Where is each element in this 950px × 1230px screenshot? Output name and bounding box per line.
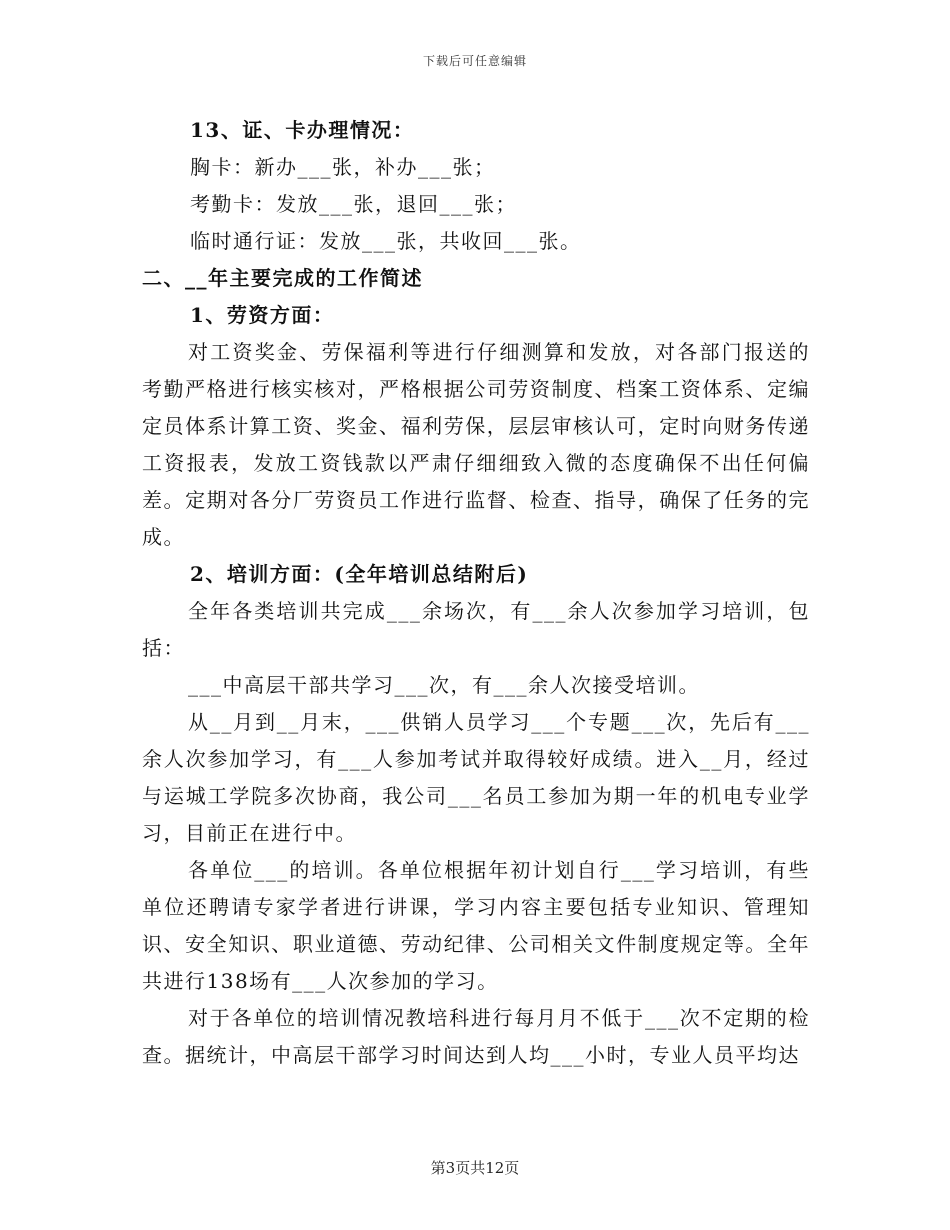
training-paragraph-5: 对于各单位的培训情况教培科进行每月月不低于___次不定期的检查。据统计，中高层干部学习时间达到人均___小时，专业人员平均达 xyxy=(142,1006,810,1067)
training-paragraph-4: 各单位___的培训。各单位根据年初计划自行___学习培训，有些单位还聘请专家学者进行讲课，学习内容主要包括专业知识、管理知识、安全知识、职业道德、劳动纪律、公司相关文件制度规定等。全年共进行138场有___人次参加的学习。 xyxy=(142,858,810,993)
labor-paragraph: 对工资奖金、劳保福利等进行仔细测算和发放，对各部门报送的考勤严格进行核实核对，严格根据公司劳资制度、档案工资体系、定编定员体系计算工资、奖金、福利劳保，层层审核认可，定时向财务传递工资报表，发放工资钱款以严肃仔细细致入微的态度确保不出任何偏差。定期对各分厂劳资员工作进行监督、检查、指导，确保了任务的完成。 xyxy=(142,340,810,549)
labor-heading: 1、劳资方面： xyxy=(190,303,335,327)
badge-line: 胸卡：新办___张，补办___张； xyxy=(190,155,496,179)
temporary-pass-line: 临时通行证：发放___张，共收回___张。 xyxy=(190,229,582,253)
page-number: 第3页共12页 xyxy=(430,1159,520,1177)
page-header: 下载后可任意编辑 xyxy=(422,54,527,68)
training-paragraph-1: 全年各类培训共完成___余场次，有___余人次参加学习培训，包括： xyxy=(142,599,810,660)
document-body xyxy=(142,112,810,1074)
training-paragraph-2: ___中高层干部共学习___次，有___余人次接受培训。 xyxy=(188,673,700,697)
certificate-heading: 13、证、卡办理情况： xyxy=(190,118,415,142)
attendance-card-line: 考勤卡：发放___张，退回___张； xyxy=(190,192,517,216)
section-heading: 二、__年主要完成的工作简述 xyxy=(142,266,423,290)
training-paragraph-3: 从__月到__月末，___供销人员学习___个专题___次，先后有___余人次参加学习，有___人参加考试并取得较好成绩。进入__月，经过与运城工学院多次协商，我公司___名员工参加为期一年的机电专业学习，目前正在进行中。 xyxy=(142,710,810,845)
training-heading: 2、培训方面：(全年培训总结附后) xyxy=(190,562,529,586)
